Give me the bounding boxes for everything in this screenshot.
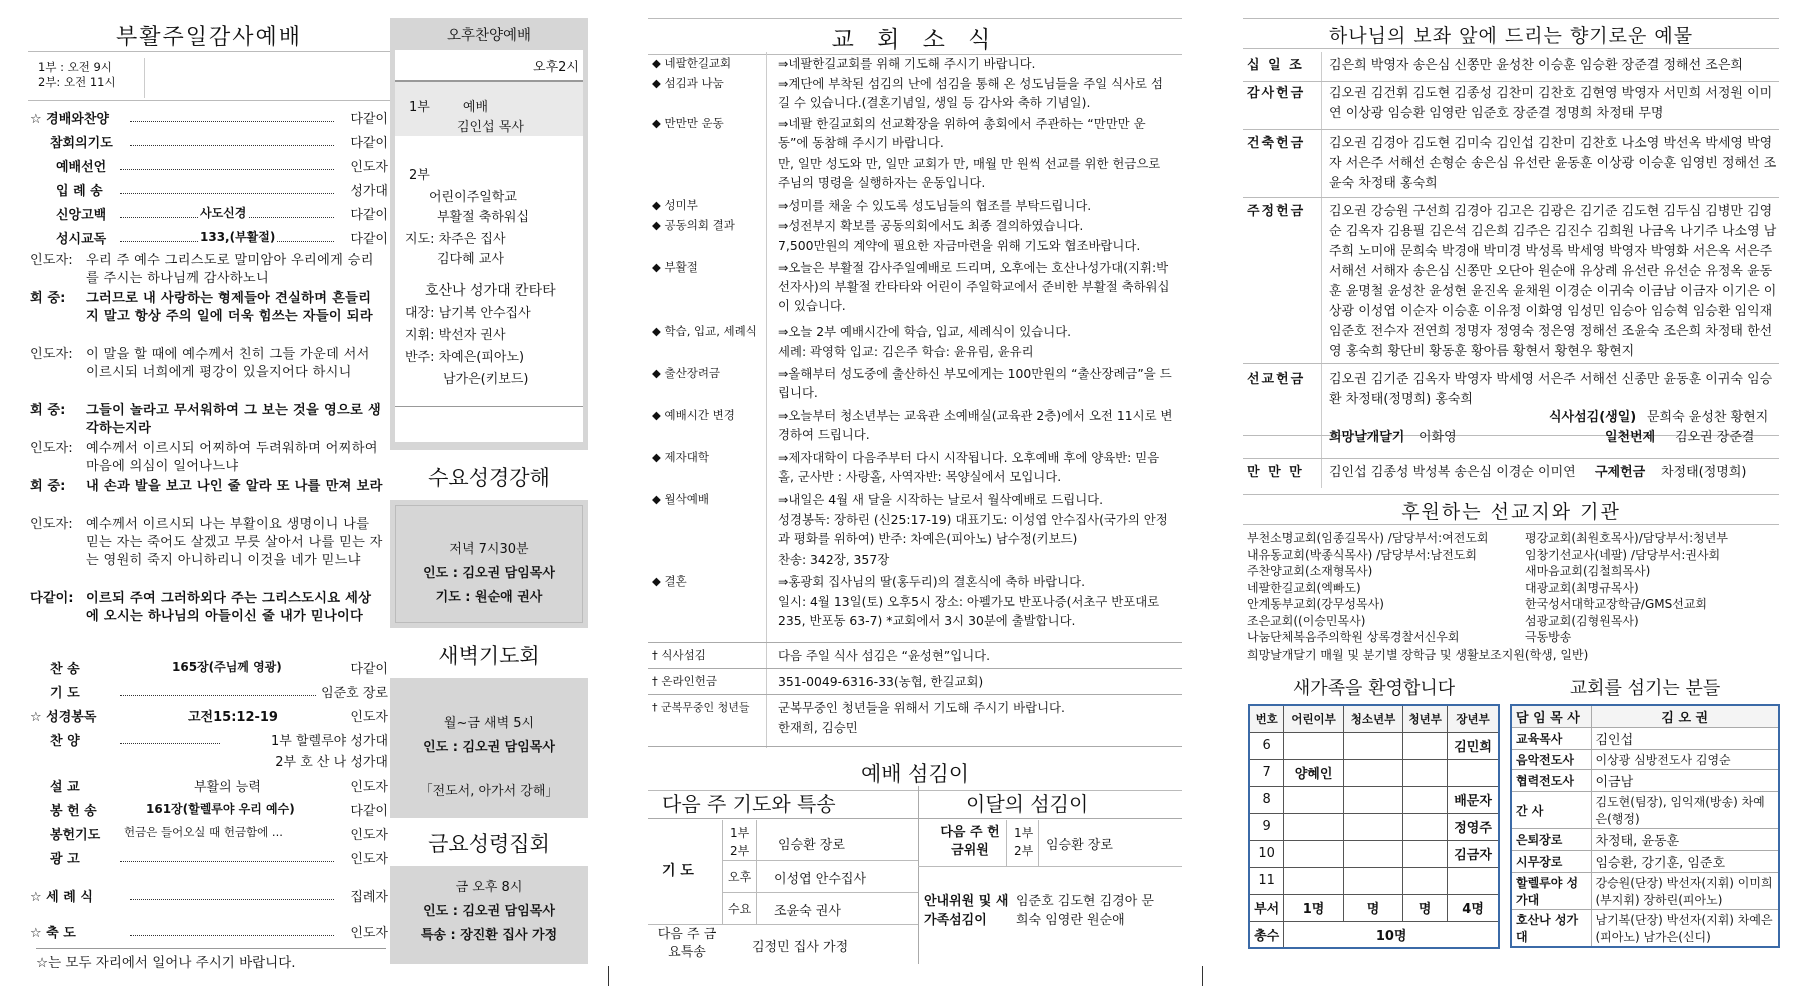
responsive-reading: 인도자: 예수께서 이르시되 나는 부활이요 생명이니 나를 믿는 자는 죽어도 살겠고 무릇 살아서 나를 믿는 자는 영원히 죽지 아니하리니 이것을 네가 믿느냐 [30, 517, 383, 568]
order-item: ☆ 성경봉독 고전15:12-19 인도자 [30, 710, 388, 725]
welcome-table: 새가족을 환영합니다 번호 어린이부 청소년부 청년부 장년부 6 김민희 7 양혜인 8 배문자 9 정영주 10 김금자 11 부서 1명 명 명 4명 총수 10명 [1248, 674, 1500, 964]
dawn-title: 새벽기도회 [438, 644, 540, 668]
order-item: ☆ 세 례 식 집례자 [30, 890, 388, 905]
weekly-row: 주정헌금 김오권 강승원 구선희 김경아 김고은 김광은 김기준 김도현 김두심 김병만 김영순 김옥자 김용필 김은석 김은희 김주은 김진수 김희원 나금옥 나기주 나소영 남주희 노미애 문희숙 박경애 박미경 박성록 박세영 박영자 박영화 서은옥 서은주 서해선 서해자 송은심 신쫑만 오단아 원순애 유상례 유선란 유선순 유정옥 윤동훈 윤명철 윤성찬 윤성현 윤진옥 윤채원 이경순 이귀숙 이금남 이금자 이기은 이상광 이성엽 이순자 이승훈 이유정 이화영 임성민 임승아 임승혁 임승환 임익재 임준호 전수자 전연희 정명자 정영숙 정은영 정해선 조윤숙 조은희 차정태 한선영 홍숙희 황단비 황동훈 황아름 황현서 황현우 황현지 [1243, 202, 1779, 364]
welcome-title: 새가족을 환영합니다 [1292, 678, 1456, 699]
service-times: 1부 : 오전 9시 2부: 오전 11시 [38, 60, 116, 89]
offerings: 하나님의 보좌 앞에 드리는 향기로운 예물 십 일 조 김은희 박영자 송은심 신쫑만 윤성찬 이승훈 임승환 장준결 정해선 조은희 감사헌금 김오권 김건휘 김도현 김종성 김찬미 김찬호 김현영 박영자 서민희 서정원 이미연 이상광 임승환 임영란 임준호 장준결 정명희 차정태 무명 건축헌금 김오권 김경아 김도현 김미숙 김인섭 김찬미 김찬호 나소영 박선옥 박세영 박영자 서은주 서해선 손형순 송은심 유선란 윤동훈 이상광 이승훈 임영빈 정해선 조윤숙 차정태 홍숙희 주정헌금 김오권 강승원 구선희 김경아 김고은 김광은 김기준 김도현 김두심 김병만 김영순 김옥자 김용필 김은석 김은희 김주은 김진수 김희원 나금옥 나기주 나소영 남주희 노미애 문희숙 박경애 박미경 박성록 박세영 박영자 박영화 서은옥 서은주 서해선 서해자 송은심 신쫑만 오단아 원순애 유상례 유선란 유선순 유정옥 윤동훈 윤명철 윤성찬 윤성현 윤진옥 윤채원 이경순 이귀숙 이금남 이금자 이기은 이상광 이성엽 이순자 이승훈 이유정 이화영 임성민 임승아 임승혁 임승환 임익재 임준호 전수자 전연희 정명자 정영숙 정은영 정해선 조윤숙 조은희 차정태 한선영 홍숙희 황단비 황동훈 황아름 황현서 황현우 황현지 선교헌금 김오권 김기준 김옥자 박영자 박세영 서은주 서해선 신종만 윤동훈 이귀숙 임승환 차정태(정명희) 홍숙희 식사섬김(생일) 문희숙 윤성찬 황현지 희망날개달기 이화영 일천번제 김오권 장준결 만 만 만 김인섭 김종성 박성복 송은심 이경순 이미연 구제헌금 차정태(정명희) [1243, 18, 1779, 488]
order-item: 예배선언 인도자 [56, 160, 388, 175]
afternoon-box: 오후찬양예배 오후2시 1부 예배 김인섭 목사 2부 어린이주일학교 부활절 축하워십 지도: 차주은 집사 김다혜 교사 호산나 성가대 칸타타 대장: 남기복 안수집사 지휘: 박선자 권사 반주: 차예은(피아노) 남가은(키보드) [390, 18, 588, 450]
service-title: 예배 섬김이 [648, 758, 1182, 791]
wednesday-title: 수요성경강해 [428, 466, 550, 490]
responsive-reading: 회 중: 그들이 놀라고 무서워하여 그 보는 것을 영으로 생각하는지라 [30, 403, 382, 436]
responsive-reading: 인도자: 예수께서 이르시되 어찌하여 두려워하며 어찌하여 마음에 의심이 일어나느냐 [30, 441, 378, 474]
order-item: 성시교독 133,(부활절) 다같이 [56, 230, 388, 247]
service-section: 예배 섬김이 다음 주 기도와 특송 이달의 섬김이 기 도 1부 2부 임승환 장로 오후 이성엽 안수집사 수요 조윤숙 권사 다음 주 금요특송 김정민 집사 가정 다음 주 헌금위원 1부 2부 임승환 장로 안내위원 및 새가족섬김이 임준호 김도현 김경아 문희숙 임영란 원순애 [648, 758, 1182, 964]
order-item: 2부 호 산 나 성가대 [275, 755, 388, 770]
order-item: 찬 양 1부 할렐루야 성가대 [50, 734, 388, 749]
friday-title: 금요성령집회 [428, 832, 550, 856]
order-item: 찬 송 165장(주님께 영광) 다같이 [50, 660, 388, 677]
responsive-reading: 인도자: 이 말을 할 때에 예수께서 친히 그들 가운데 서서 이르시되 너희에게 평강이 있을지어다 하시니 [30, 347, 370, 380]
news-title: 교 회 소 식 [648, 18, 1182, 55]
building-row: 건축헌금 김오권 김경아 김도현 김미숙 김인섭 김찬미 김찬호 나소영 박선옥 박세영 박영자 서은주 서해선 손형순 송은심 유선란 윤동훈 이상광 이승훈 임영빈 정해선 조윤숙 차정태 홍숙희 [1243, 134, 1779, 198]
order-item: ☆ 축 도 인도자 [30, 926, 388, 941]
order-item: 입 례 송 성가대 [56, 184, 388, 199]
responsive-reading: 인도자: 우리 주 예수 그리스도로 말미암아 우리에게 승리를 주시는 하나님께 감사하노니 [30, 253, 374, 286]
order-item: 봉헌기도 헌금은 들어오실 때 헌금함에 ... 인도자 [50, 825, 388, 843]
thanks-row: 감사헌금 김오권 김건휘 김도현 김종성 김찬미 김찬호 김현영 박영자 서민희 서정원 이미연 이상광 임승환 임영란 임준호 장준결 정명희 차정태 무명 [1243, 84, 1779, 130]
order-item: ☆ 경배와찬양 다같이 [30, 112, 388, 127]
order-item: 신앙고백 사도신경 다같이 [56, 206, 388, 223]
staff-title: 교회를 섬기는 분들 [1569, 678, 1721, 699]
wednesday-box: 저녁 7시30분 인도 : 김오권 담임목사 기도 : 원순애 권사 [390, 500, 588, 628]
responsive-reading: 회 중: 내 손과 발을 보고 나인 줄 알라 또 나를 만져 보라 [30, 479, 383, 494]
dawn-box: 월~금 새벽 5시 인도 : 김오권 담임목사 「전도서, 아가서 강해」 [390, 678, 588, 818]
afternoon-time: 오후2시 [533, 60, 579, 75]
order-item: 기 도 임준호 장로 [50, 686, 388, 701]
order-item: 봉 헌 송 161장(할렐루야 우리 예수) 다같이 [50, 802, 388, 819]
order-item: 광 고 인도자 [50, 852, 388, 867]
mission-row: 선교헌금 김오권 김기준 김옥자 박영자 박세영 서은주 서해선 신종만 윤동훈 이귀숙 임승환 차정태(정명희) 홍숙희 [1243, 370, 1779, 436]
church-news: 교 회 소 식 ◆ 네팔한길교회 ⇒네팔한길교회를 위해 기도해 주시기 바랍니다. ◆ 섬김과 나눔 ⇒계단에 부착된 섬김의 난에 섬김을 통해 온 성도님들을 주일 식사로 섬길 수 있습니다.(결혼기념일, 생일 등 감사와 축하 기념일). ◆ 만만만 운동 ⇒네팔 한길교회의 선교확장을 위하여 총회에서 주관하는 “만만만 운동”에 동참해 주시기 바랍니다. 만, 일만 성도와 만, 일만 교회가 만, 매월 만 원씩 선교를 위한 헌금으로 주님의 명령을 실행하자는 운동입니다. ◆ 성미부 ⇒성미를 채울 수 있도록 성도님들의 협조를 부탁드립니다. ◆ 공동의회 결과 ⇒성전부지 확보를 공동의회에서도 최종 결의하였습니다. 7,500만원의 계약에 필요한 자금마련을 위해 기도와 협조바랍니다. ◆ 부활절 ⇒오늘은 부활절 감사주일예배로 드리며, 오후에는 호산나성가대(지휘:박선자사)의 부활절 칸타타와 어린이 주일학교에서 준비한 부활절 축하워십이 있습니다. ◆ 학습, 입교, 세례식 ⇒오늘 2부 예배시간에 학습, 입교, 세례식이 있습니다. 세례: 곽영학 입교: 김은주 학습: 윤유림, 윤유리 ◆ 출산장려금 ⇒올해부터 성도중에 출산하신 부모에게는 100만원의 “출산장례금”을 드립니다. ◆ 예배시간 변경 ⇒오늘부터 청소년부는 교육관 소예배실(교육관 2층)에서 오전 11시로 변경하여 드립니다. ◆ 제자대학 ⇒제자대학이 다음주부터 다시 시작됩니다. 오후예배 후에 양육반: 믿음홀, 군사반 : 사랑홀, 사역자반: 목양실에서 모입니다. ◆ 월삭예배 ⇒내일은 4월 새 달을 시작하는 날로서 월삭예배로 드립니다. 성경봉독: 장하린 (신25:17-19) 대표기도: 이성엽 안수집사(국가의 안정과 평화를 위하여) 반주: 차예은(피아노) 남수정(키보드) 찬송: 342장, 357장 ◆ 결혼 ⇒홍광회 집사님의 딸(홍두리)의 결혼식에 축하 바랍니다. 일시: 4월 13일(토) 오후5시 장소: 아펠가모 반포나증(서초구 반포대로 235, 반포동 63-7) *교회에서 3시 30분에 출발합니다. † 식사섬김 다음 주일 식사 섬김은 “윤성현”입니다. † 온라인헌금 351-0049-6316-33(농협, 한길교회) † 군복무중인 청년들 군복무중인 청년들을 위해서 기도해 주시기 바랍니다. 한재희, 김승민 [648, 18, 1182, 758]
order-item: 설 교 부활의 능력 인도자 [50, 780, 388, 795]
worship-title: 부활주일감사예배 [28, 18, 390, 52]
tithe-row: 십 일 조 김은희 박영자 송은심 신쫑만 윤성찬 이승훈 임승환 장준결 정해선 조은희 [1243, 56, 1779, 82]
staff-table: 교회를 섬기는 분들 담 임 목 사 김 오 권 교육목사 김인섭 음악전도사 이상광 심방전도사 김영순 협력전도사 이금남 간 사 김도현(팀장), 임익재(방송) 차예은(행정) 은퇴장로 차정태, 윤동훈 시무장로 임승환, 강기훈, 임준호 할렐루야 성가대 강승원(단장) 박선자(지휘) 이미희(부지휘) 장하린(피아노) 호산나 성가대 남기복(단장) 박선자(지휘) 차예은(피아노) 남가은(신디) [1510, 674, 1780, 964]
responsive-reading: 회 중: 그러므로 내 사랑하는 형제들아 견실하며 흔들리지 말고 항상 주의 일에 더욱 힘쓰는 자들이 되라 [30, 291, 373, 324]
afternoon-title: 오후찬양예배 [446, 28, 532, 44]
support-title: 후원하는 선교지와 기관 [1243, 494, 1779, 525]
order-of-worship [28, 18, 390, 971]
manmanman-row: 만 만 만 김인섭 김종성 박성복 송은심 이경순 이미연 구제헌금 차정태(정명희) [1243, 458, 1779, 484]
offerings-title: 하나님의 보좌 앞에 드리는 향기로운 예물 [1243, 18, 1779, 49]
order-item: 참회의기도 다같이 [50, 136, 388, 151]
side-column [390, 18, 588, 964]
stand-note: ☆는 모두 자리에서 일어나 주시기 바랍니다. [36, 948, 386, 971]
friday-box: 금 오후 8시 인도 : 김오권 담임목사 특송 : 장진환 집사 가정 [390, 866, 588, 964]
supported-missions: 후원하는 선교지와 기관 부천소명교회(임종길목사) /담당부서:여전도회 내유동교회(박종식목사) /담당부서:남전도회 주찬양교회(소재형목사) 네팔한길교회(엑빠도) 안계동부교회(강무성목사) 조은교회((이승민목사) 나눔단체복음주의학원 상록경찰서신우회 평강교회(최원호목사)/담당부서:청년부 임창기선교사(네팔) /담당부서:권사회 새마음교회(김철희목사) 대광교회(최명규목사) 한국성서대학교장학금/GMS선교회 섬광교회(김형원목사) 극동방송 희망날개달기 매월 및 분기별 장학금 및 생활보조지원(학생, 일반) [1243, 494, 1779, 664]
responsive-reading: 다같이: 이르되 주여 그러하외다 주는 그리스도시요 세상에 오시는 하나님의 아들이신 줄 내가 믿나이다 [30, 591, 372, 624]
